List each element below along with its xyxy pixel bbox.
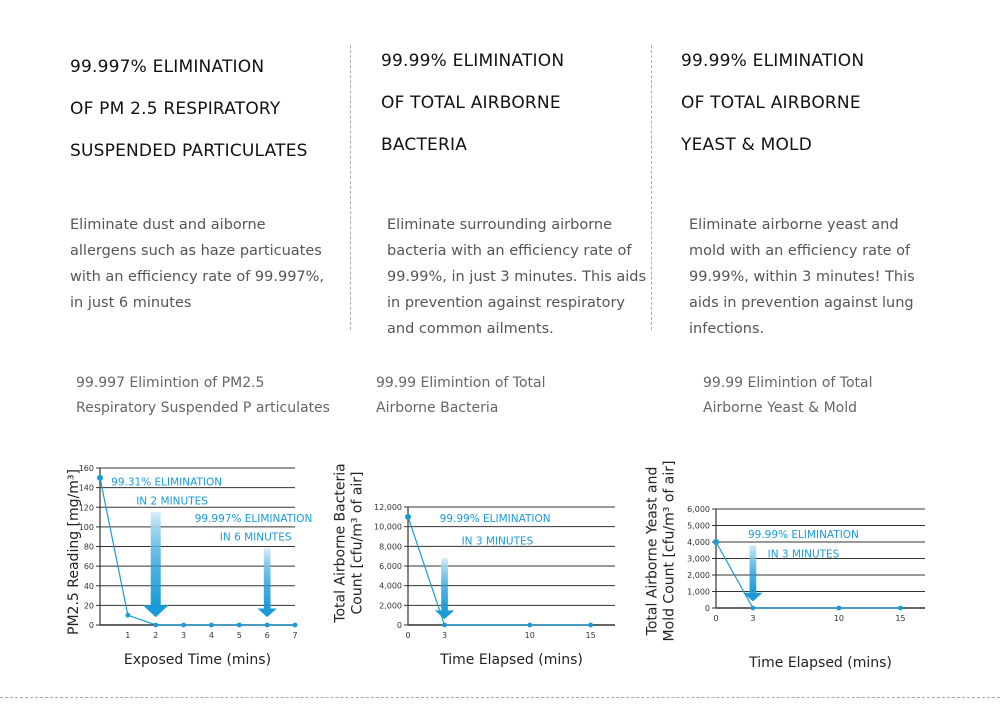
annotation-label: IN 6 MINUTES <box>219 531 292 544</box>
caption-line: Airborne Yeast & Mold <box>703 400 858 416</box>
y-tick-label: 160 <box>78 464 94 473</box>
x-tick-label: 4 <box>208 631 214 640</box>
heading-line: OF TOTAL AIRBORNE <box>381 93 561 113</box>
x-tick-label: 0 <box>405 631 411 640</box>
x-tick-label: 6 <box>264 631 270 640</box>
x-tick-label: 1 <box>125 631 131 640</box>
x-tick-label: 15 <box>585 631 596 640</box>
annotation-label: IN 3 MINUTES <box>461 535 534 548</box>
heading-line: 99.997% ELIMINATION <box>70 57 265 77</box>
y-axis-label: Count [cfu/m³ of air] <box>349 471 366 615</box>
annotation-label: 99.99% ELIMINATION <box>747 528 859 541</box>
heading-line: 99.99% ELIMINATION <box>681 51 865 71</box>
y-tick-label: 6,000 <box>687 505 710 514</box>
y-tick-label: 2,000 <box>687 571 710 580</box>
y-tick-label: 100 <box>78 522 94 532</box>
heading-line: 99.99% ELIMINATION <box>381 51 565 71</box>
x-tick-label: 10 <box>524 631 535 640</box>
y-tick-label: 12,000 <box>374 503 402 512</box>
y-tick-label: 20 <box>83 601 94 611</box>
y-axis-label: Total Airborne Yeast and <box>644 466 661 636</box>
y-axis-label: Mold Count [cfu/m³ of air] <box>661 460 678 642</box>
x-tick-label: 5 <box>236 631 242 640</box>
x-tick-label: 10 <box>833 614 845 623</box>
x-axis-label: Exposed Time (mins) <box>123 652 272 668</box>
data-point <box>713 539 719 545</box>
data-point <box>898 606 903 611</box>
y-axis-label: Total Airborne Bacteria <box>332 463 349 623</box>
y-tick-label: 60 <box>83 562 94 572</box>
heading-line: OF TOTAL AIRBORNE <box>681 93 861 113</box>
column-2-description: Eliminate surrounding airborne bacteria with an efficiency rate of 99.99%, in just 3 minutes. This aids in prevention against respiratory and common ailments. <box>387 217 647 337</box>
y-tick-label: 0 <box>704 604 710 613</box>
annotation-label: IN 3 MINUTES <box>767 548 840 561</box>
y-tick-label: 4,000 <box>687 538 710 547</box>
y-axis-label-group <box>645 461 678 642</box>
annotation-label: 99.997% ELIMINATION <box>194 512 313 525</box>
heading-line: YEAST & MOLD <box>681 135 813 155</box>
annotation-label: 99.31% ELIMINATION <box>111 476 223 489</box>
x-tick-label: 3 <box>441 631 448 640</box>
column-1-description: Eliminate dust and aiborne allergens such as haze particuates with an efficiency rate of 99.997%, in just 6 minutes <box>70 217 325 311</box>
x-axis-label: Time Elapsed (mins) <box>440 652 583 668</box>
y-tick-label: 2,000 <box>379 601 402 611</box>
annotation-label: IN 2 MINUTES <box>136 495 208 508</box>
heading-line: OF PM 2.5 RESPIRATORY <box>70 99 281 119</box>
x-axis-label: Time Elapsed (mins) <box>749 655 892 671</box>
y-tick-label: 120 <box>78 503 94 513</box>
x-tick-label: 7 <box>292 631 298 640</box>
y-tick-label: 80 <box>83 542 94 552</box>
y-tick-label: 6,000 <box>379 562 402 571</box>
y-tick-label: 5,000 <box>687 521 710 531</box>
x-tick-label: 0 <box>713 614 719 623</box>
column-3-description: Eliminate airborne yeast and mold with an efficiency rate of 99.99%, within 3 minutes! This aids in prevention against lung infections. <box>689 217 915 337</box>
heading-line: BACTERIA <box>381 135 468 155</box>
y-axis-label: PM2.5 Reading [mg/m³] <box>66 469 82 635</box>
x-tick-label: 15 <box>895 614 906 623</box>
x-tick-label: 3 <box>181 631 187 640</box>
caption-line: 99.99 Elimintion of Total <box>376 375 546 391</box>
caption-line: Airborne Bacteria <box>376 400 499 416</box>
annotation-label: 99.99% ELIMINATION <box>439 512 551 525</box>
caption-line: Respiratory Suspended P articulates <box>76 400 330 416</box>
y-tick-label: 40 <box>83 581 94 591</box>
data-point <box>837 606 842 611</box>
elimination-arrow-shaft <box>750 545 757 592</box>
x-tick-label: 3 <box>750 614 756 623</box>
heading-line: SUSPENDED PARTICULATES <box>70 141 308 161</box>
y-tick-label: 4,000 <box>379 581 402 591</box>
x-tick-label: 2 <box>153 631 159 640</box>
y-tick-label: 0 <box>396 621 402 630</box>
caption-line: 99.997 Elimintion of PM2.5 <box>76 375 265 391</box>
data-point <box>750 606 755 611</box>
caption-line: 99.99 Elimintion of Total <box>703 375 873 391</box>
y-tick-label: 3,000 <box>687 554 710 564</box>
y-tick-label: 1,000 <box>687 587 710 597</box>
y-tick-label: 10,000 <box>374 522 402 532</box>
y-tick-label: 140 <box>78 483 94 493</box>
y-tick-label: 0 <box>88 621 94 630</box>
y-tick-label: 8,000 <box>379 542 402 552</box>
